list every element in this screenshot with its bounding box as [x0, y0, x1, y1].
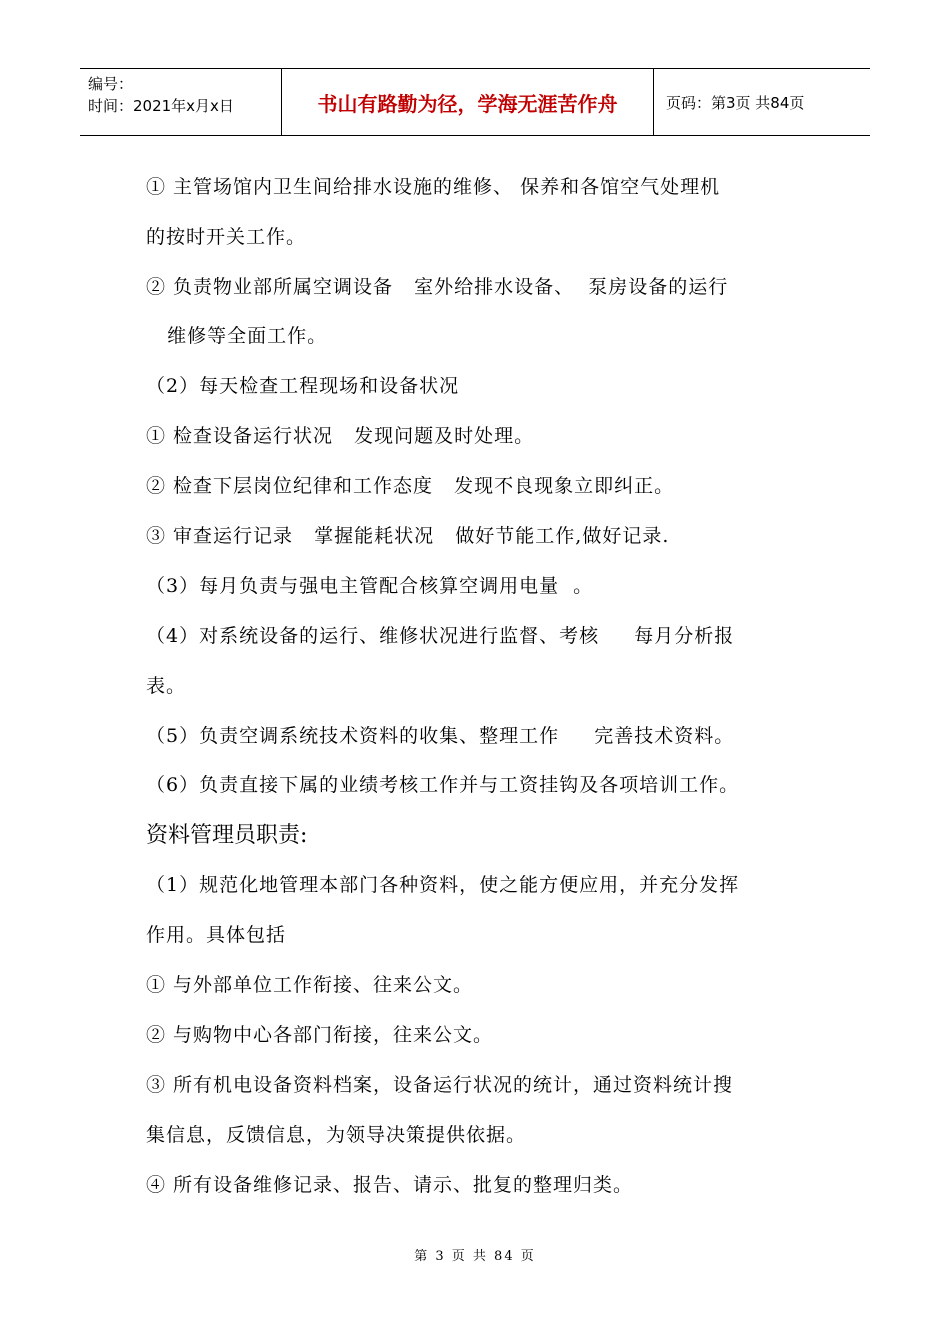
- page-footer: 第 3 页 共 84 页: [414, 1249, 536, 1264]
- text-line: 表。: [146, 675, 187, 697]
- document-number-label: 编号：: [88, 75, 134, 93]
- text-line: （6）负责直接下属的业绩考核工作并与工资挂钩及各项培训工作。: [146, 774, 740, 796]
- text-line: 的按时开关工作。: [146, 226, 307, 248]
- text-line: （1）规范化地管理本部门各种资料，使之能方便应用，并充分发挥: [146, 874, 740, 896]
- text-line: （4）对系统设备的运行、维修状况进行监督、考核 每月分析报: [146, 625, 735, 647]
- text-line: ① 与外部单位工作衔接、往来公文。: [146, 974, 474, 996]
- text-line: 作用。具体包括: [146, 924, 287, 946]
- text-line: ① 主管场馆内卫生间给排水设施的维修、 保养和各馆空气处理机: [146, 176, 721, 198]
- text-line: ② 与购物中心各部门衔接，往来公文。: [146, 1024, 494, 1046]
- text-line: （2）每天检查工程现场和设备状况: [146, 375, 460, 397]
- text-line: ④ 所有设备维修记录、报告、请示、批复的整理归类。: [146, 1174, 634, 1196]
- page-header: [80, 68, 870, 136]
- text-line: ③ 所有机电设备资料档案，设备运行状况的统计，通过资料统计搜: [146, 1074, 734, 1096]
- text-line: （5）负责空调系统技术资料的收集、整理工作 完善技术资料。: [146, 725, 735, 747]
- header-motto: 书山有路勤为径，学海无涯苦作舟: [282, 69, 654, 135]
- text-line: （3）每月负责与强电主管配合核算空调用电量 。: [146, 575, 594, 597]
- document-time-label: 时间：2021年x月x日: [88, 97, 234, 115]
- header-meta: [80, 69, 282, 135]
- text-line: ① 检查设备运行状况 发现问题及时处理。: [146, 425, 535, 447]
- text-line: 维修等全面工作。: [146, 325, 328, 347]
- text-line: 集信息，反馈信息，为领导决策提供依据。: [146, 1124, 527, 1146]
- text-line: ② 负责物业部所属空调设备 室外给排水设备、 泵房设备的运行: [146, 276, 729, 298]
- header-page-number: 页码：第3页 共84页: [666, 93, 805, 112]
- section-heading: 资料管理员职责:: [146, 823, 308, 848]
- text-line: ② 检查下层岗位纪律和工作态度 发现不良现象立即纠正。: [146, 475, 675, 497]
- text-line: ③ 审查运行记录 掌握能耗状况 做好节能工作,做好记录.: [146, 525, 670, 547]
